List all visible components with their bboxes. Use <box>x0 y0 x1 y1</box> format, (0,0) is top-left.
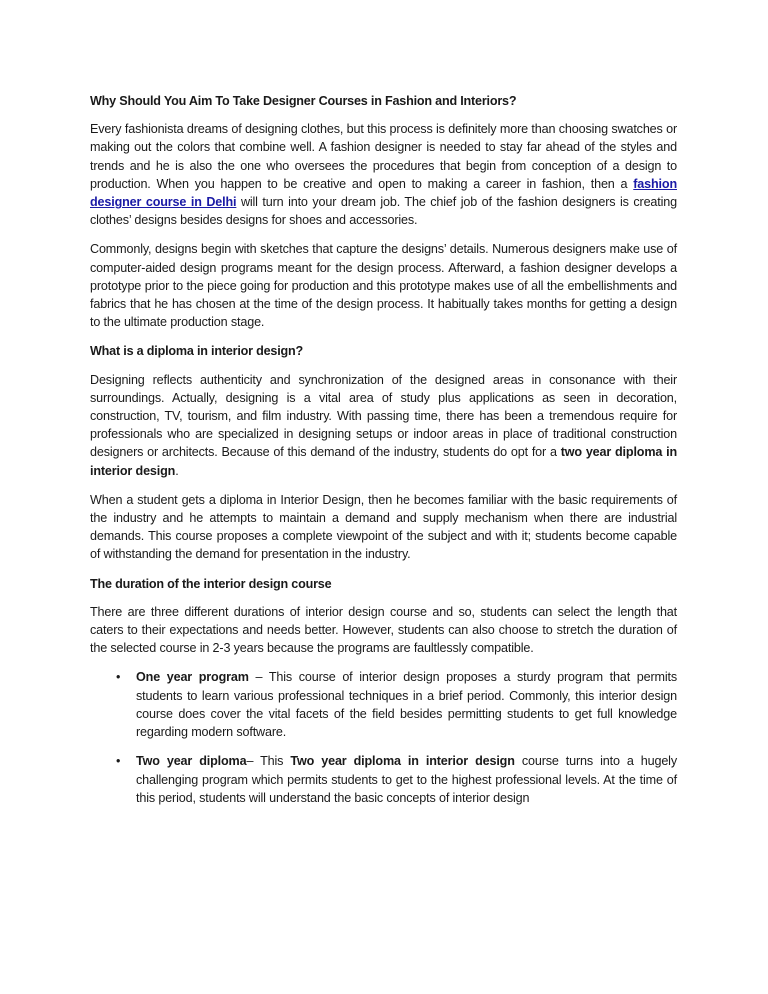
bold-phrase: two year diploma in interior design <box>90 445 678 478</box>
bullet-icon: • <box>116 754 121 769</box>
bold-phrase: Two year diploma in interior design <box>290 754 515 769</box>
section-heading-diploma: What is a diploma in interior design? <box>90 344 304 359</box>
list-item-text: course turns into a hugely challenging program which permits students to get to the highest professional levels. At the time of this period, students will understand the basic concepts of interior design <box>136 754 677 805</box>
list-item-title: Two year diploma <box>136 754 247 769</box>
paragraph-designing <box>90 371 677 480</box>
paragraph-design-process: Commonly, designs begin with sketches that capture the designs’ details. Numerous designers make use of computer-aided design programs meant for the design process. Afterward, a fashion designer develops a prototype prior to the piece going for production and this prototype makes use of all the embellishments and fabrics that he has chosen at the time of the design process. It habitually takes months for getting a design to the ultimate production stage. <box>90 242 677 330</box>
program-list <box>90 668 677 806</box>
document-page <box>90 92 677 818</box>
list-item-title: One year program <box>136 670 249 685</box>
paragraph-durations: There are three different durations of interior design course and so, students can select the length that caters to their expectations and needs better. However, students can also choose to stretch the duration of the selected course in 2-3 years because the programs are faultlessly compatible. <box>90 604 677 656</box>
bullet-icon: • <box>116 670 121 685</box>
paragraph-text: Designing reflects authenticity and synchronization of the designed areas in consonance with their surroundings. Actually, designing is a vital area of study plus applications as seen in decoration, construction, TV, tourism, and film industry. With passing time, there has been a tremendous require for professionals who are specialized in designing setups or indoor areas in place of traditional construction designers or architects. Because of this demand of the industry, students do opt for a <box>90 372 677 460</box>
paragraph-diploma-student: When a student gets a diploma in Interior Design, then he becomes familiar with the basic requirements of the industry and he attempts to maintain a demand and supply mechanism when there are industrial demands. This course proposes a complete viewpoint of the subject and with it; students become capable of withstanding the demand for presentation in the industry. <box>90 492 677 562</box>
fashion-course-link[interactable]: fashion designer course in Delhi <box>90 176 677 210</box>
page-title: Why Should You Aim To Take Designer Courses in Fashion and Interiors? <box>90 94 517 108</box>
list-item-text: – This course of interior design proposes a sturdy program that permits students to learn various professional techniques in a brief period. Commonly, this interior design course does cover the vital facets of the field besides permitting students to get full knowledge regarding modern software. <box>136 670 677 740</box>
paragraph-end: . <box>175 463 179 478</box>
paragraph-text: will turn into your dream job. The chief job of the fashion designers is creating clothes’ designs besides designs for shoes and accessories. <box>90 195 677 228</box>
list-item-two-year <box>90 752 677 807</box>
list-item-one-year <box>90 668 677 741</box>
paragraph-text: Every fashionista dreams of designing clothes, but this process is definitely more than choosing swatches or making out the colors that combine well. A fashion designer is needed to stay far ahead of the styles and trends and he is also the one who oversees the procedures that begin from conception of a design to production. When you happen to be creative and open to making a career in fashion, then a <box>90 122 677 191</box>
paragraph-intro <box>90 120 677 229</box>
list-item-text: – This <box>246 754 291 769</box>
section-heading-duration: The duration of the interior design course <box>90 576 332 591</box>
